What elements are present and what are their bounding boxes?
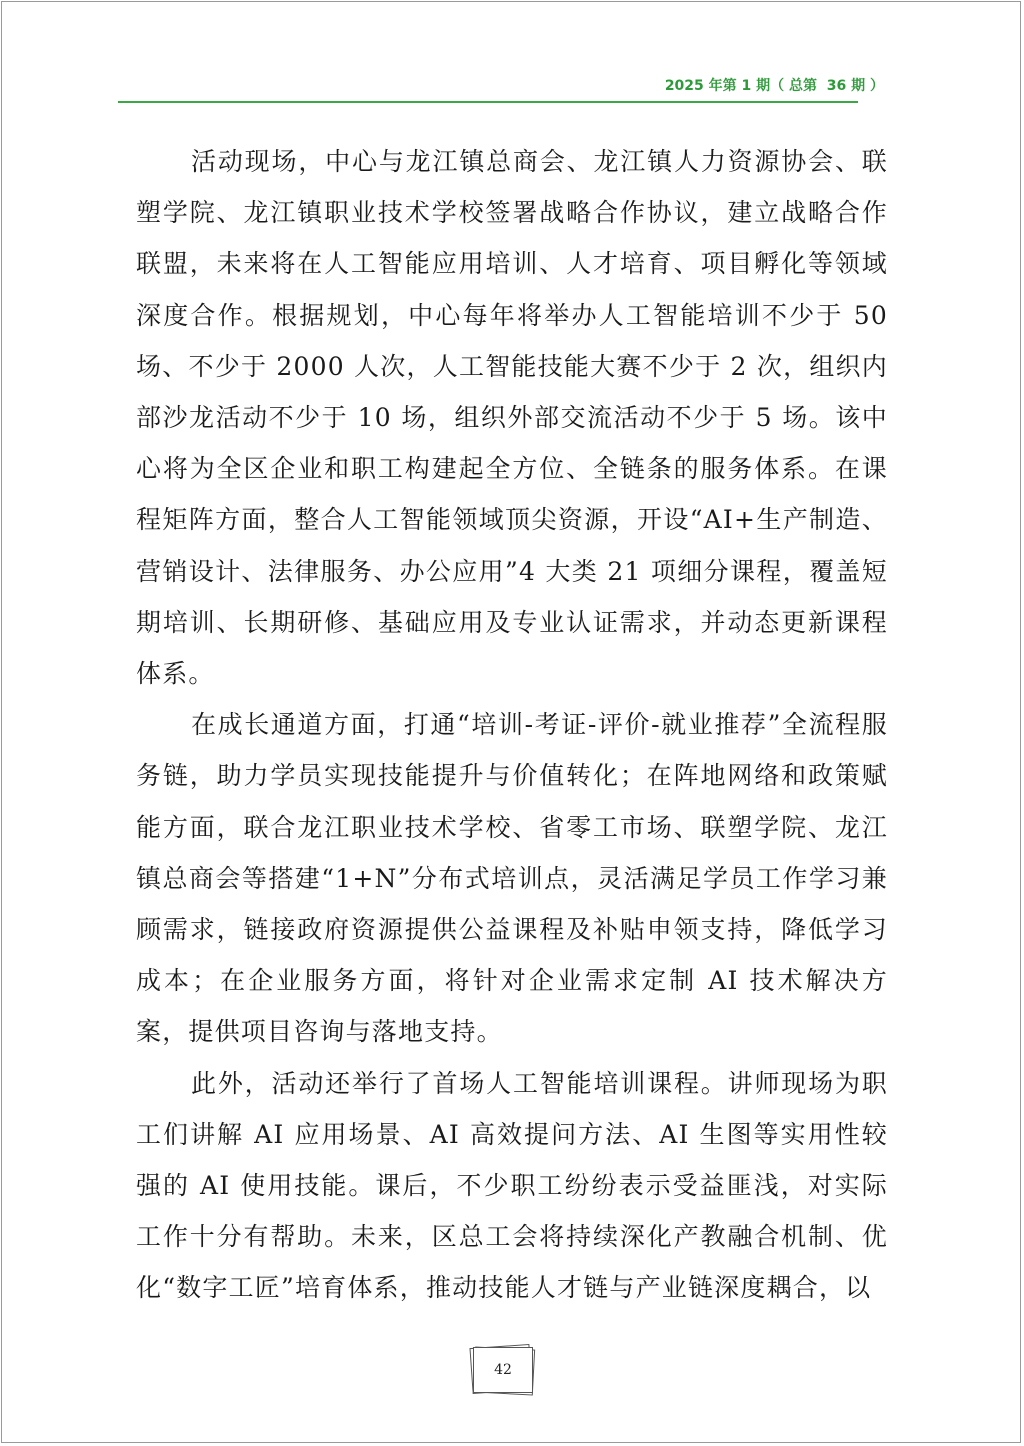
paragraph-2: 在成长通道方面，打通“培训-考证-评价-就业推荐”全流程服务链，助力学员实现技能提升与价值转化；在阵地网络和政策赋能方面，联合龙江职业技术学校、省零工市场、联塑学院、龙江镇总商会等搭建“1+N”分布式培训点，灵活满足学员工作学习兼顾需求，链接政府资源提供公益课程及补贴申领支持，降低学习成本；在企业服务方面，将针对企业需求定制 AI 技术解决方案，提供项目咨询与落地支持。 [136,710,888,1047]
page-number-badge [468,1343,538,1398]
page-number: 42 [494,1362,512,1378]
paragraph-1: 活动现场，中心与龙江镇总商会、龙江镇人力资源协会、联塑学院、龙江镇职业技术学校签署战略合作协议，建立战略合作联盟，未来将在人工智能应用培训、人才培育、项目孵化等领域深度合作。根据规划，中心每年将举办人工智能培训不少于 50 场、不少于 2000 人次，人工智能技能大赛不少于 2 次，组织内部沙龙活动不少于 10 场，组织外部交流活动不少于 5 场。该中心将为全区企业和职工构建起全方位、全链条的服务体系。在课程矩阵方面，整合人工智能领域顶尖资源，开设“AI+生产制造、营销设计、法律服务、办公应用”4 大类 21 项细分课程，覆盖短期培训、长期研修、基础应用及专业认证需求，并动态更新课程体系。 [136,147,888,689]
header-divider [118,101,858,103]
issue-header: 2025 年第 1 期（ 总第 36 期 ） [664,78,884,94]
paragraph-3: 此外，活动还举行了首场人工智能培训课程。讲师现场为职工们讲解 AI 应用场景、AI 高效提问方法、AI 生图等实用性较强的 AI 使用技能。课后，不少职工纷纷表示受益匪浅，对实际工作十分有帮助。未来，区总工会将持续深化产教融合机制、优化“数字工匠”培育体系，推动技能人才链与产业链深度耦合，以 [136,1068,888,1303]
article-body [136,136,888,1314]
